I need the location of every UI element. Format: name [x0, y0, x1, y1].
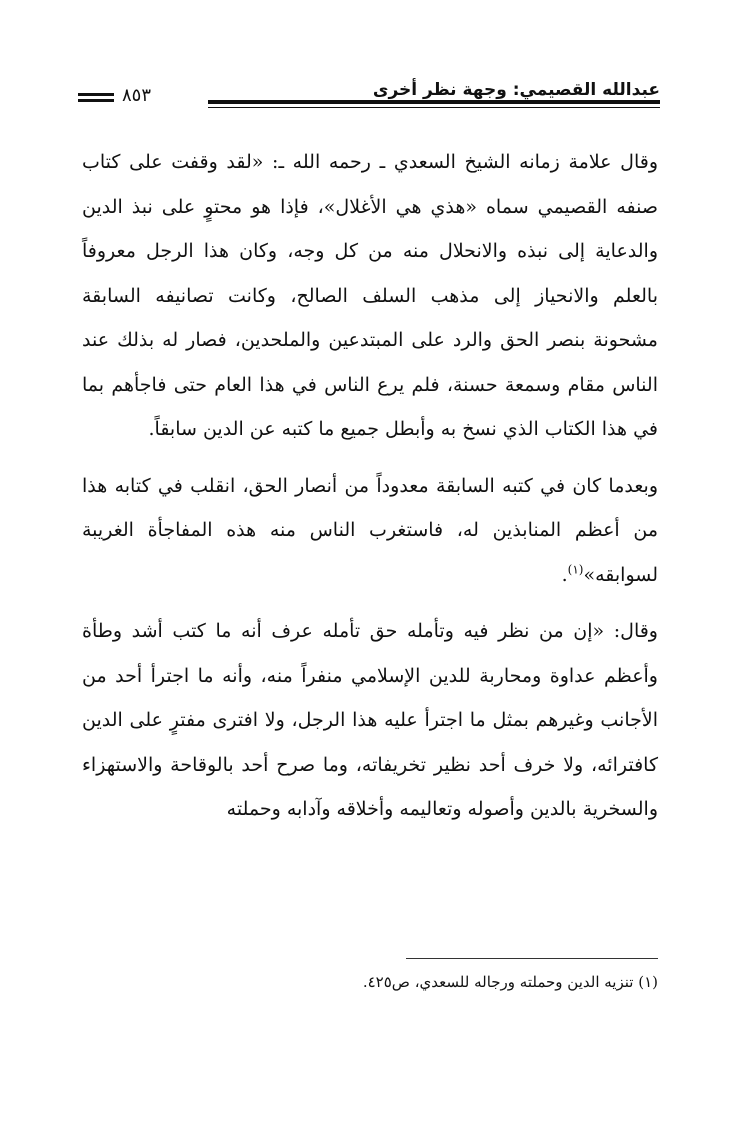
footnote-reference: (١) [567, 562, 584, 577]
paragraph-2-text: وبعدما كان في كتبه السابقة معدوداً من أنصار الحق، انقلب في كتابه هذا من أعظم المنابذين له، فاستغرب الناس منه هذه المفاجأة الغريبة لسوابقه» [82, 474, 658, 586]
page-number-ornament [78, 93, 114, 105]
running-header [78, 78, 660, 118]
paragraph-1-text: وقال علامة زمانه الشيخ السعدي ـ رحمه الله ـ: «لقد وقفت على كتاب صنفه القصيمي سماه «هذي هي الأغلال»، فإذا هو محتوٍ على نبذ الدين والدعاية إلى نبذه والانحلال منه من كل وجه، وكان هذا الرجل معروفاً بالعلم والانحياز إلى مذهب السلف الصالح، وكانت تصانيفه السابقة مشحونة بنصر الحق والرد على المبتدعين والملحدين، فصار له بذلك عند الناس مقام وسمعة حسنة، فلم يرع الناس في هذا العام حتى فاجأهم بما في هذا الكتاب الذي نسخ به وأبطل جميع ما كتبه عن الدين سابقاً. [82, 151, 658, 440]
header-rule-thin [208, 107, 660, 108]
footnote: (١) تنزيه الدين وحملته ورجاله للسعدي، ص٤٢٥. [362, 973, 658, 991]
footnote-separator [406, 958, 658, 959]
page-number: ٨٥٣ [122, 85, 152, 106]
paragraph-1 [82, 140, 658, 452]
paragraph-3 [82, 609, 658, 832]
paragraph-2 [82, 464, 658, 598]
running-title: عبدالله القصيمي: وجهة نظر أخرى [372, 80, 660, 100]
paragraph-2-tail: . [561, 563, 568, 586]
paragraph-3-text: وقال: «إن من نظر فيه وتأمله حق تأمله عرف أنه ما كتب أشد وطأة وأعظم عداوة ومحاربة للدين الإسلامي منفراً منه، وأنه ما اجترأ أحد من الأجانب وغيرهم بمثل ما اجترأ عليه هذا الرجل، ولا افترى مفترٍ على الدين كافترائه، ولا خرف أحد نظير تخريفاته، وما صرح أحد بالوقاحة والاستهزاء والسخرية بالدين وأصوله وتعاليمه وأخلاقه وآدابه وحملته [82, 620, 658, 820]
body-text [82, 140, 658, 832]
